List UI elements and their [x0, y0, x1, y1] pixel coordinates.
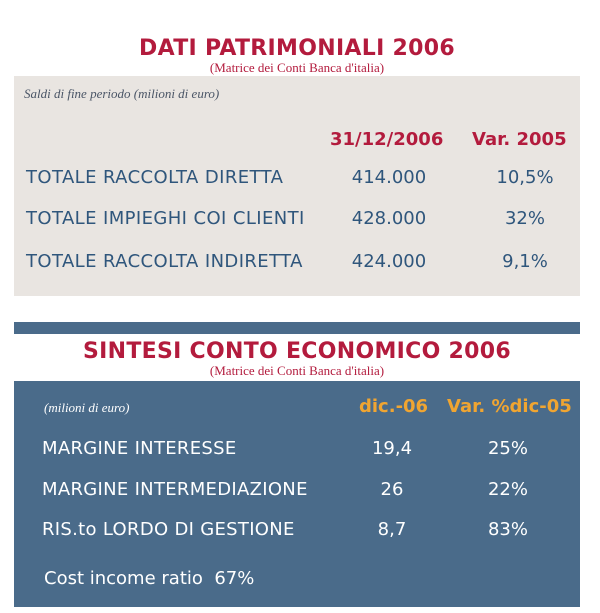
economico-note: (milioni di euro) — [44, 400, 130, 415]
economico-row-value: 8,7 — [377, 519, 407, 540]
patrimoniali-row-var: 10,5% — [496, 167, 554, 188]
economico-row-var: 83% — [487, 519, 528, 540]
patrimoniali-row-label: TOTALE RACCOLTA DIRETTA — [26, 167, 284, 188]
patrimoniali-row-var: 9,1% — [502, 251, 548, 272]
cost-income-ratio: Cost income ratio 67% — [44, 568, 255, 589]
patrimoniali-row-value: 414.000 — [351, 167, 427, 188]
economico-row-var: 25% — [487, 438, 528, 459]
patrimoniali-note: Saldi di fine periodo (milioni di euro) — [24, 86, 220, 101]
economico-row-var: 22% — [487, 479, 528, 500]
economico-col-value-header: dic.-06 — [359, 396, 429, 417]
economico-row-value: 19,4 — [371, 438, 413, 459]
economico-col-var-header: Var. %dic-05 — [447, 396, 572, 417]
patrimoniali-subtitle: (Matrice dei Conti Banca d'italia) — [209, 60, 385, 75]
economico-row-label: MARGINE INTERESSE — [42, 438, 237, 459]
economico-panel — [14, 381, 580, 607]
economico-top-bar — [14, 322, 580, 334]
patrimoniali-title: DATI PATRIMONIALI 2006 — [139, 36, 455, 61]
economico-subtitle: (Matrice dei Conti Banca d'italia) — [209, 363, 385, 378]
economico-row-value: 26 — [380, 479, 404, 500]
patrimoniali-col-value-header: 31/12/2006 — [330, 129, 444, 150]
economico-row-label: RIS.to LORDO DI GESTIONE — [42, 519, 295, 540]
economico-title: SINTESI CONTO ECONOMICO 2006 — [82, 339, 511, 364]
patrimoniali-row-var: 32% — [504, 208, 545, 229]
patrimoniali-row-label: TOTALE RACCOLTA INDIRETTA — [26, 251, 303, 272]
economico-row-label: MARGINE INTERMEDIAZIONE — [42, 479, 308, 500]
patrimoniali-col-var-header: Var. 2005 — [472, 129, 567, 150]
patrimoniali-panel — [14, 16, 580, 296]
patrimoniali-row-value: 424.000 — [351, 251, 427, 272]
patrimoniali-row-value: 428.000 — [351, 208, 427, 229]
patrimoniali-row-label: TOTALE IMPIEGHI COI CLIENTI — [26, 208, 305, 229]
